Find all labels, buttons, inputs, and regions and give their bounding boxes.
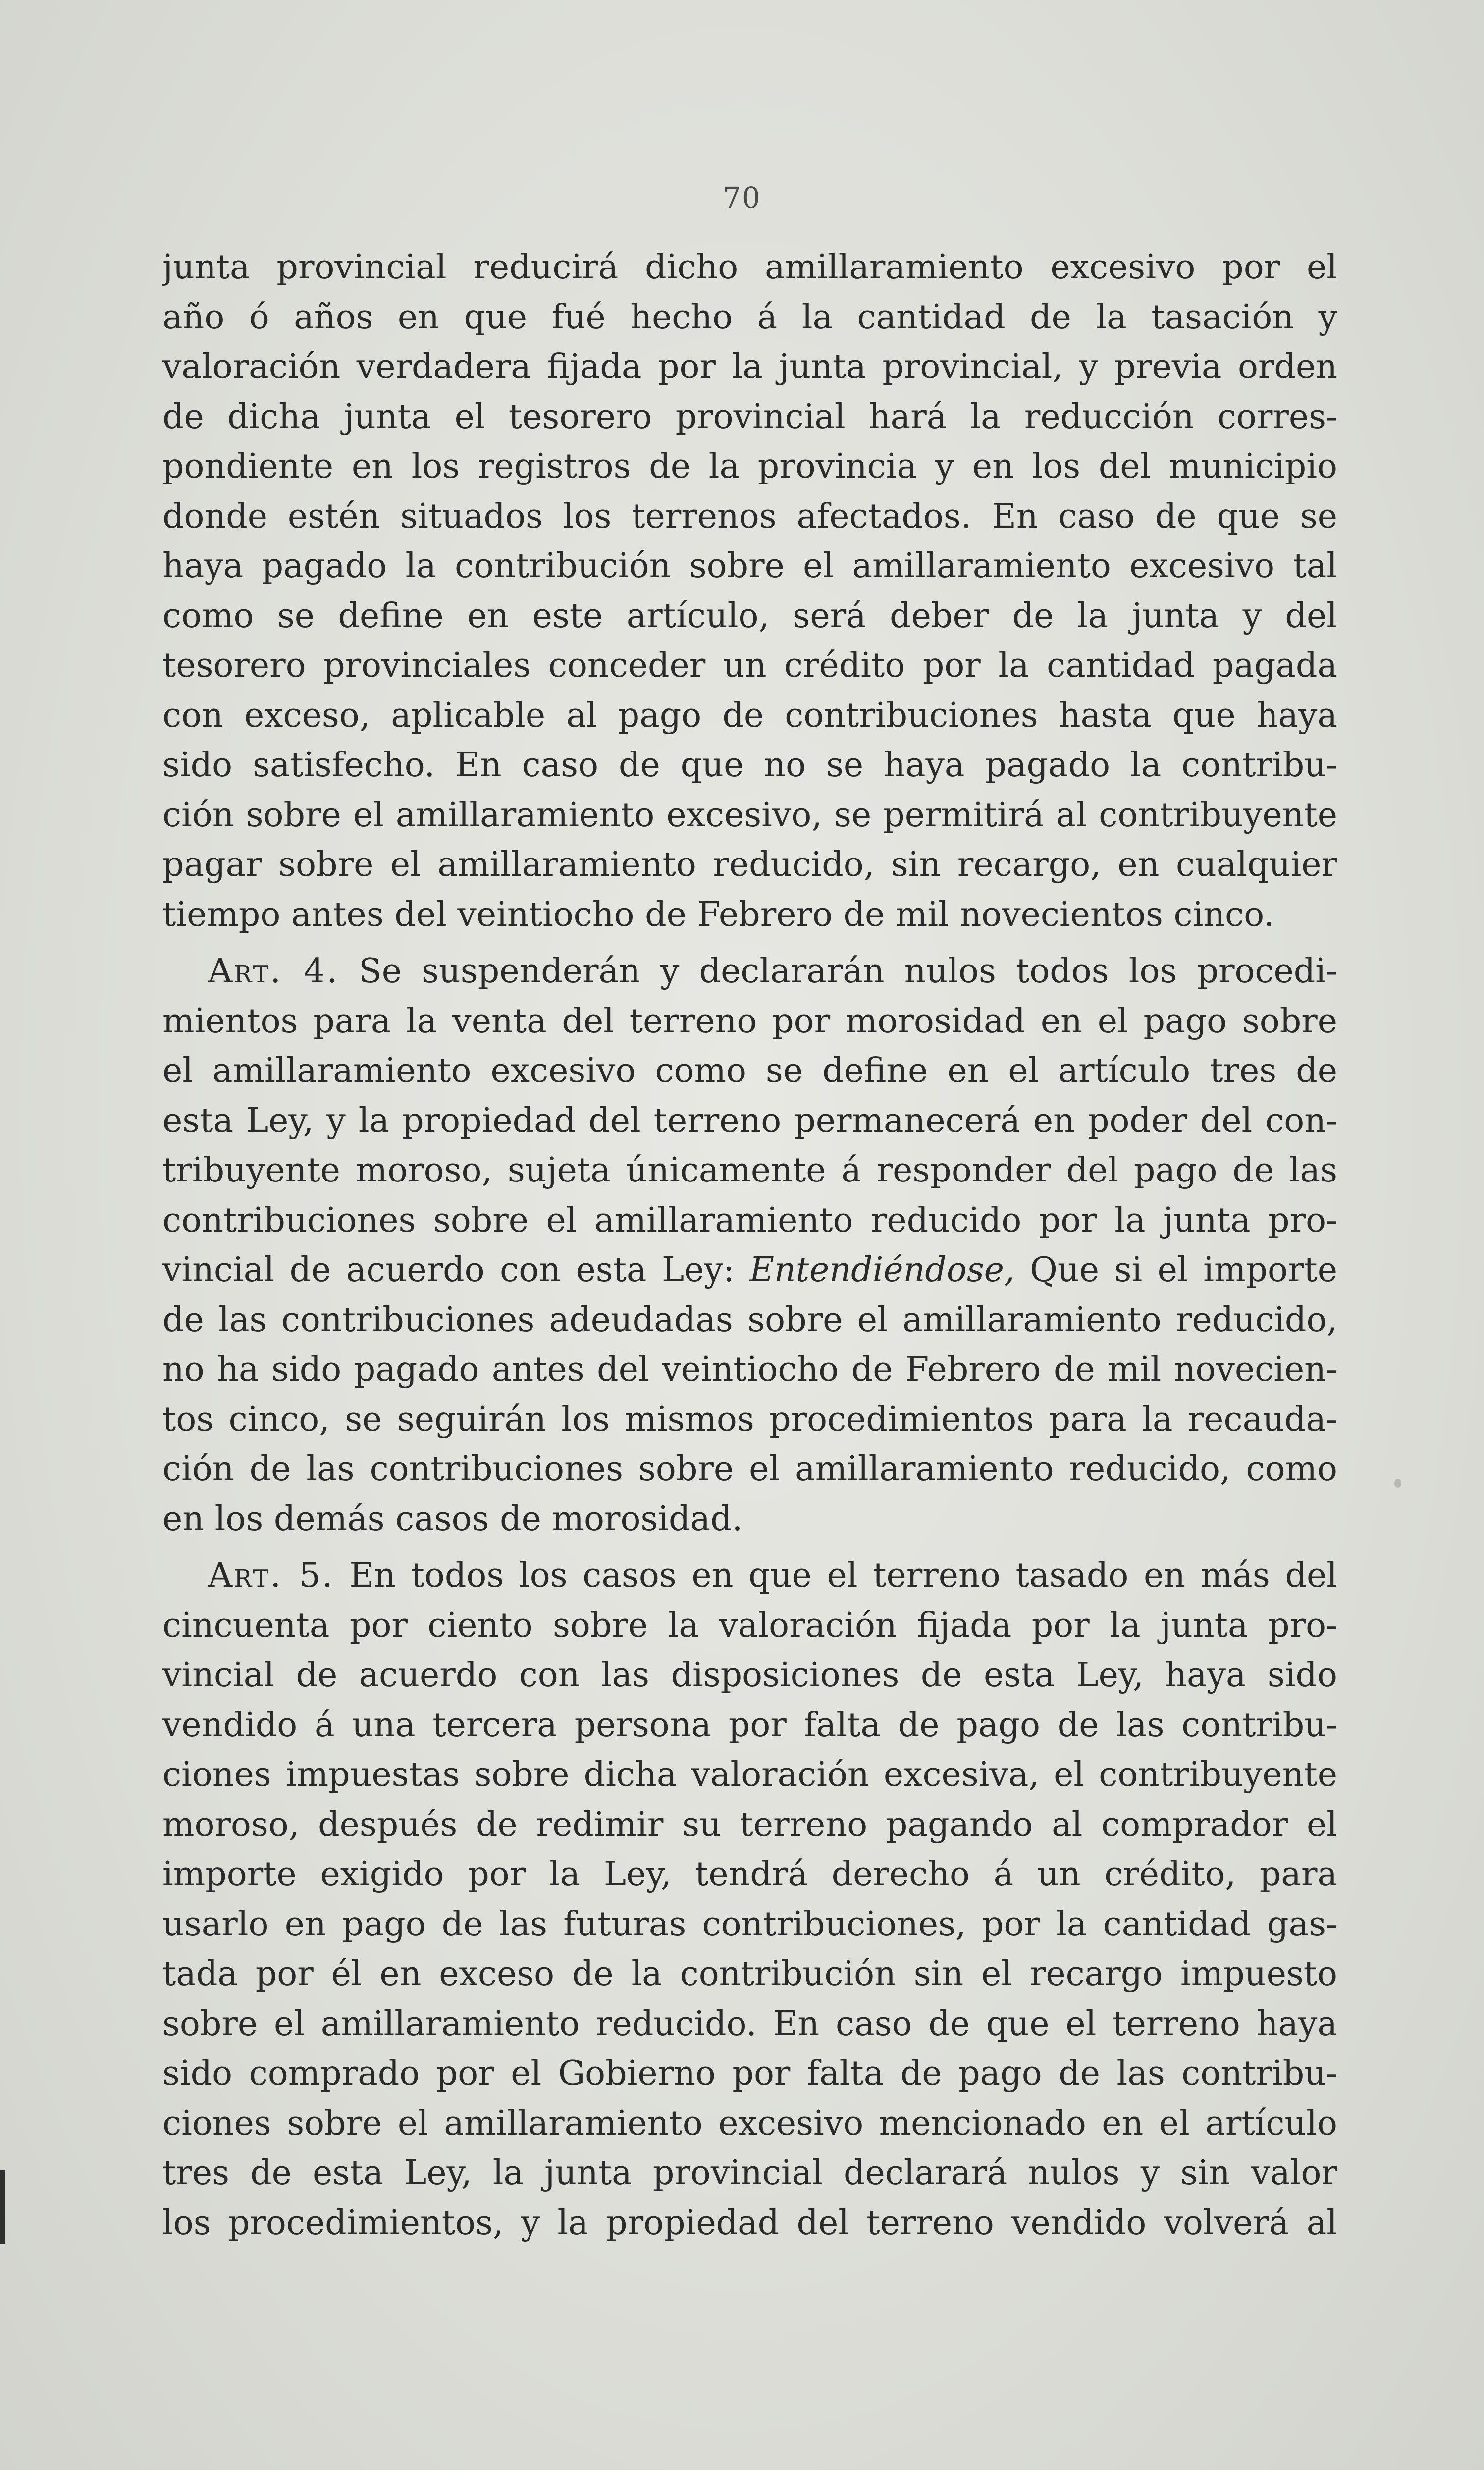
text-line (162, 890, 1337, 940)
text-line (162, 691, 1337, 741)
text-line (162, 1800, 1337, 1850)
text-line (162, 2049, 1337, 2099)
text-line (162, 791, 1337, 841)
text-line (162, 1146, 1337, 1196)
text-line (162, 1345, 1337, 1395)
line-text: junta provincial reducirá dicho amillaramiento excesivo por el (162, 248, 1337, 287)
line-text: de las contribuciones adeudadas sobre el amillaramiento reducido, (162, 1300, 1337, 1340)
text-line (162, 442, 1337, 492)
line-text: vendido á una tercera persona por falta de pago de las contribu- (162, 1705, 1337, 1745)
line-text: sido satisfecho. En caso de que no se haya pagado la contribu- (162, 746, 1337, 785)
line-text: pagar sobre el amillaramiento reducido, sin recargo, en cualquier (162, 845, 1337, 884)
text-line (162, 1949, 1337, 1999)
text-line (162, 492, 1337, 542)
line-text: mientos para la venta del terreno por morosidad en el pago sobre (162, 1001, 1337, 1041)
line-text: vincial de acuerdo con esta Ley: (162, 1250, 735, 1289)
line-text: en los demás casos de morosidad. (162, 1499, 743, 1539)
text-line (162, 1999, 1337, 2049)
emphasized-text: Entendiéndose, (749, 1250, 1015, 1289)
line-text: tesorero provinciales conceder un crédito por la cantidad pagada (162, 646, 1337, 685)
text-line (162, 2099, 1337, 2149)
article-label: Art. 5. (208, 1556, 334, 1595)
line-text: haya pagado la contribución sobre el amillaramiento excesivo tal (162, 546, 1337, 586)
text-line (162, 591, 1337, 642)
text-line (162, 2199, 1337, 2249)
line-text: tos cinco, se seguirán los mismos procedimientos para la recauda- (162, 1399, 1337, 1439)
text-line (162, 342, 1337, 392)
text-line (162, 1046, 1337, 1096)
line-text: ción de las contribuciones sobre el amillaramiento reducido, como (162, 1450, 1337, 1489)
text-line (162, 1900, 1337, 1950)
text-line (162, 1601, 1337, 1651)
text-line (162, 741, 1337, 791)
text-line (162, 1096, 1337, 1146)
text-line (162, 1551, 1337, 1601)
text-line (162, 641, 1337, 691)
text-line (162, 947, 1337, 997)
line-text: de dicha junta el tesorero provincial hará la reducción corres- (162, 397, 1337, 436)
page-smudge (1394, 1479, 1401, 1488)
line-text: importe exigido por la Ley, tendrá derecho á un crédito, para (162, 1855, 1337, 1894)
binding-edge (0, 2170, 5, 2244)
text-line (162, 1651, 1337, 1701)
text-line (162, 1750, 1337, 1800)
line-text: año ó años en que fué hecho á la cantidad de la tasación y (162, 297, 1337, 337)
line-text: usarlo en pago de las futuras contribuciones, por la cantidad gas- (162, 1904, 1337, 1944)
article-label: Art. 4. (208, 952, 339, 991)
text-line (162, 1196, 1337, 1246)
line-text: sobre el amillaramiento reducido. En caso de que el terreno haya (162, 2004, 1337, 2043)
line-text-continued: Que si el importe (1030, 1250, 1337, 1289)
text-line (162, 1445, 1337, 1495)
line-text: cincuenta por ciento sobre la valoración fijada por la junta pro- (162, 1606, 1337, 1645)
text-line (162, 1295, 1337, 1345)
line-text: el amillaramiento excesivo como se define en el artículo tres de (162, 1051, 1337, 1090)
text-line (162, 293, 1337, 343)
line-text: moroso, después de redimir su terreno pagando al comprador el (162, 1805, 1337, 1844)
line-text: ciones impuestas sobre dicha valoración excesiva, el contribuyente (162, 1755, 1337, 1794)
page-number: 70 (723, 181, 761, 215)
text-line (162, 243, 1337, 293)
line-text: ciones sobre el amillaramiento excesivo mencionado en el artículo (162, 2103, 1337, 2143)
line-text: Se suspenderán y declararán nulos todos los procedi- (359, 952, 1337, 991)
text-line (162, 1395, 1337, 1445)
line-text: valoración verdadera fijada por la junta provincial, y previa orden (162, 347, 1337, 386)
text-line (162, 1495, 1337, 1545)
line-text: los procedimientos, y la propiedad del terreno vendido volverá al (162, 2203, 1337, 2243)
text-line (162, 1850, 1337, 1900)
text-line (162, 1245, 1337, 1295)
body-text (162, 243, 1337, 2248)
line-text: tiempo antes del veintiocho de Febrero de mil novecientos cinco. (162, 895, 1274, 934)
line-text: tribuyente moroso, sujeta únicamente á responder del pago de las (162, 1151, 1337, 1190)
line-text: tres de esta Ley, la junta provincial declarará nulos y sin valor (162, 2153, 1337, 2193)
line-text: donde estén situados los terrenos afectados. En caso de que se (162, 496, 1337, 536)
line-text: contribuciones sobre el amillaramiento reducido por la junta pro- (162, 1200, 1337, 1240)
line-text: como se define en este artículo, será deber de la junta y del (162, 596, 1337, 636)
text-line (162, 997, 1337, 1047)
text-line (162, 392, 1337, 442)
text-line (162, 2148, 1337, 2199)
line-text: vincial de acuerdo con las disposiciones de esta Ley, haya sido (162, 1656, 1337, 1695)
text-line (162, 541, 1337, 591)
line-text: no ha sido pagado antes del veintiocho de Febrero de mil novecien- (162, 1350, 1337, 1389)
line-text: ción sobre el amillaramiento excesivo, se permitirá al contribuyente (162, 795, 1337, 835)
text-line (162, 1701, 1337, 1751)
line-text: esta Ley, y la propiedad del terreno permanecerá en poder del con- (162, 1101, 1337, 1140)
line-text: pondiente en los registros de la provincia y en los del municipio (162, 447, 1337, 486)
text-line (162, 840, 1337, 890)
line-text: En todos los casos en que el terreno tasado en más del (349, 1556, 1337, 1595)
line-text: tada por él en exceso de la contribución sin el recargo impuesto (162, 1954, 1337, 1993)
line-text: sido comprado por el Gobierno por falta de pago de las contribu- (162, 2054, 1337, 2093)
line-text: con exceso, aplicable al pago de contribuciones hasta que haya (162, 696, 1337, 735)
